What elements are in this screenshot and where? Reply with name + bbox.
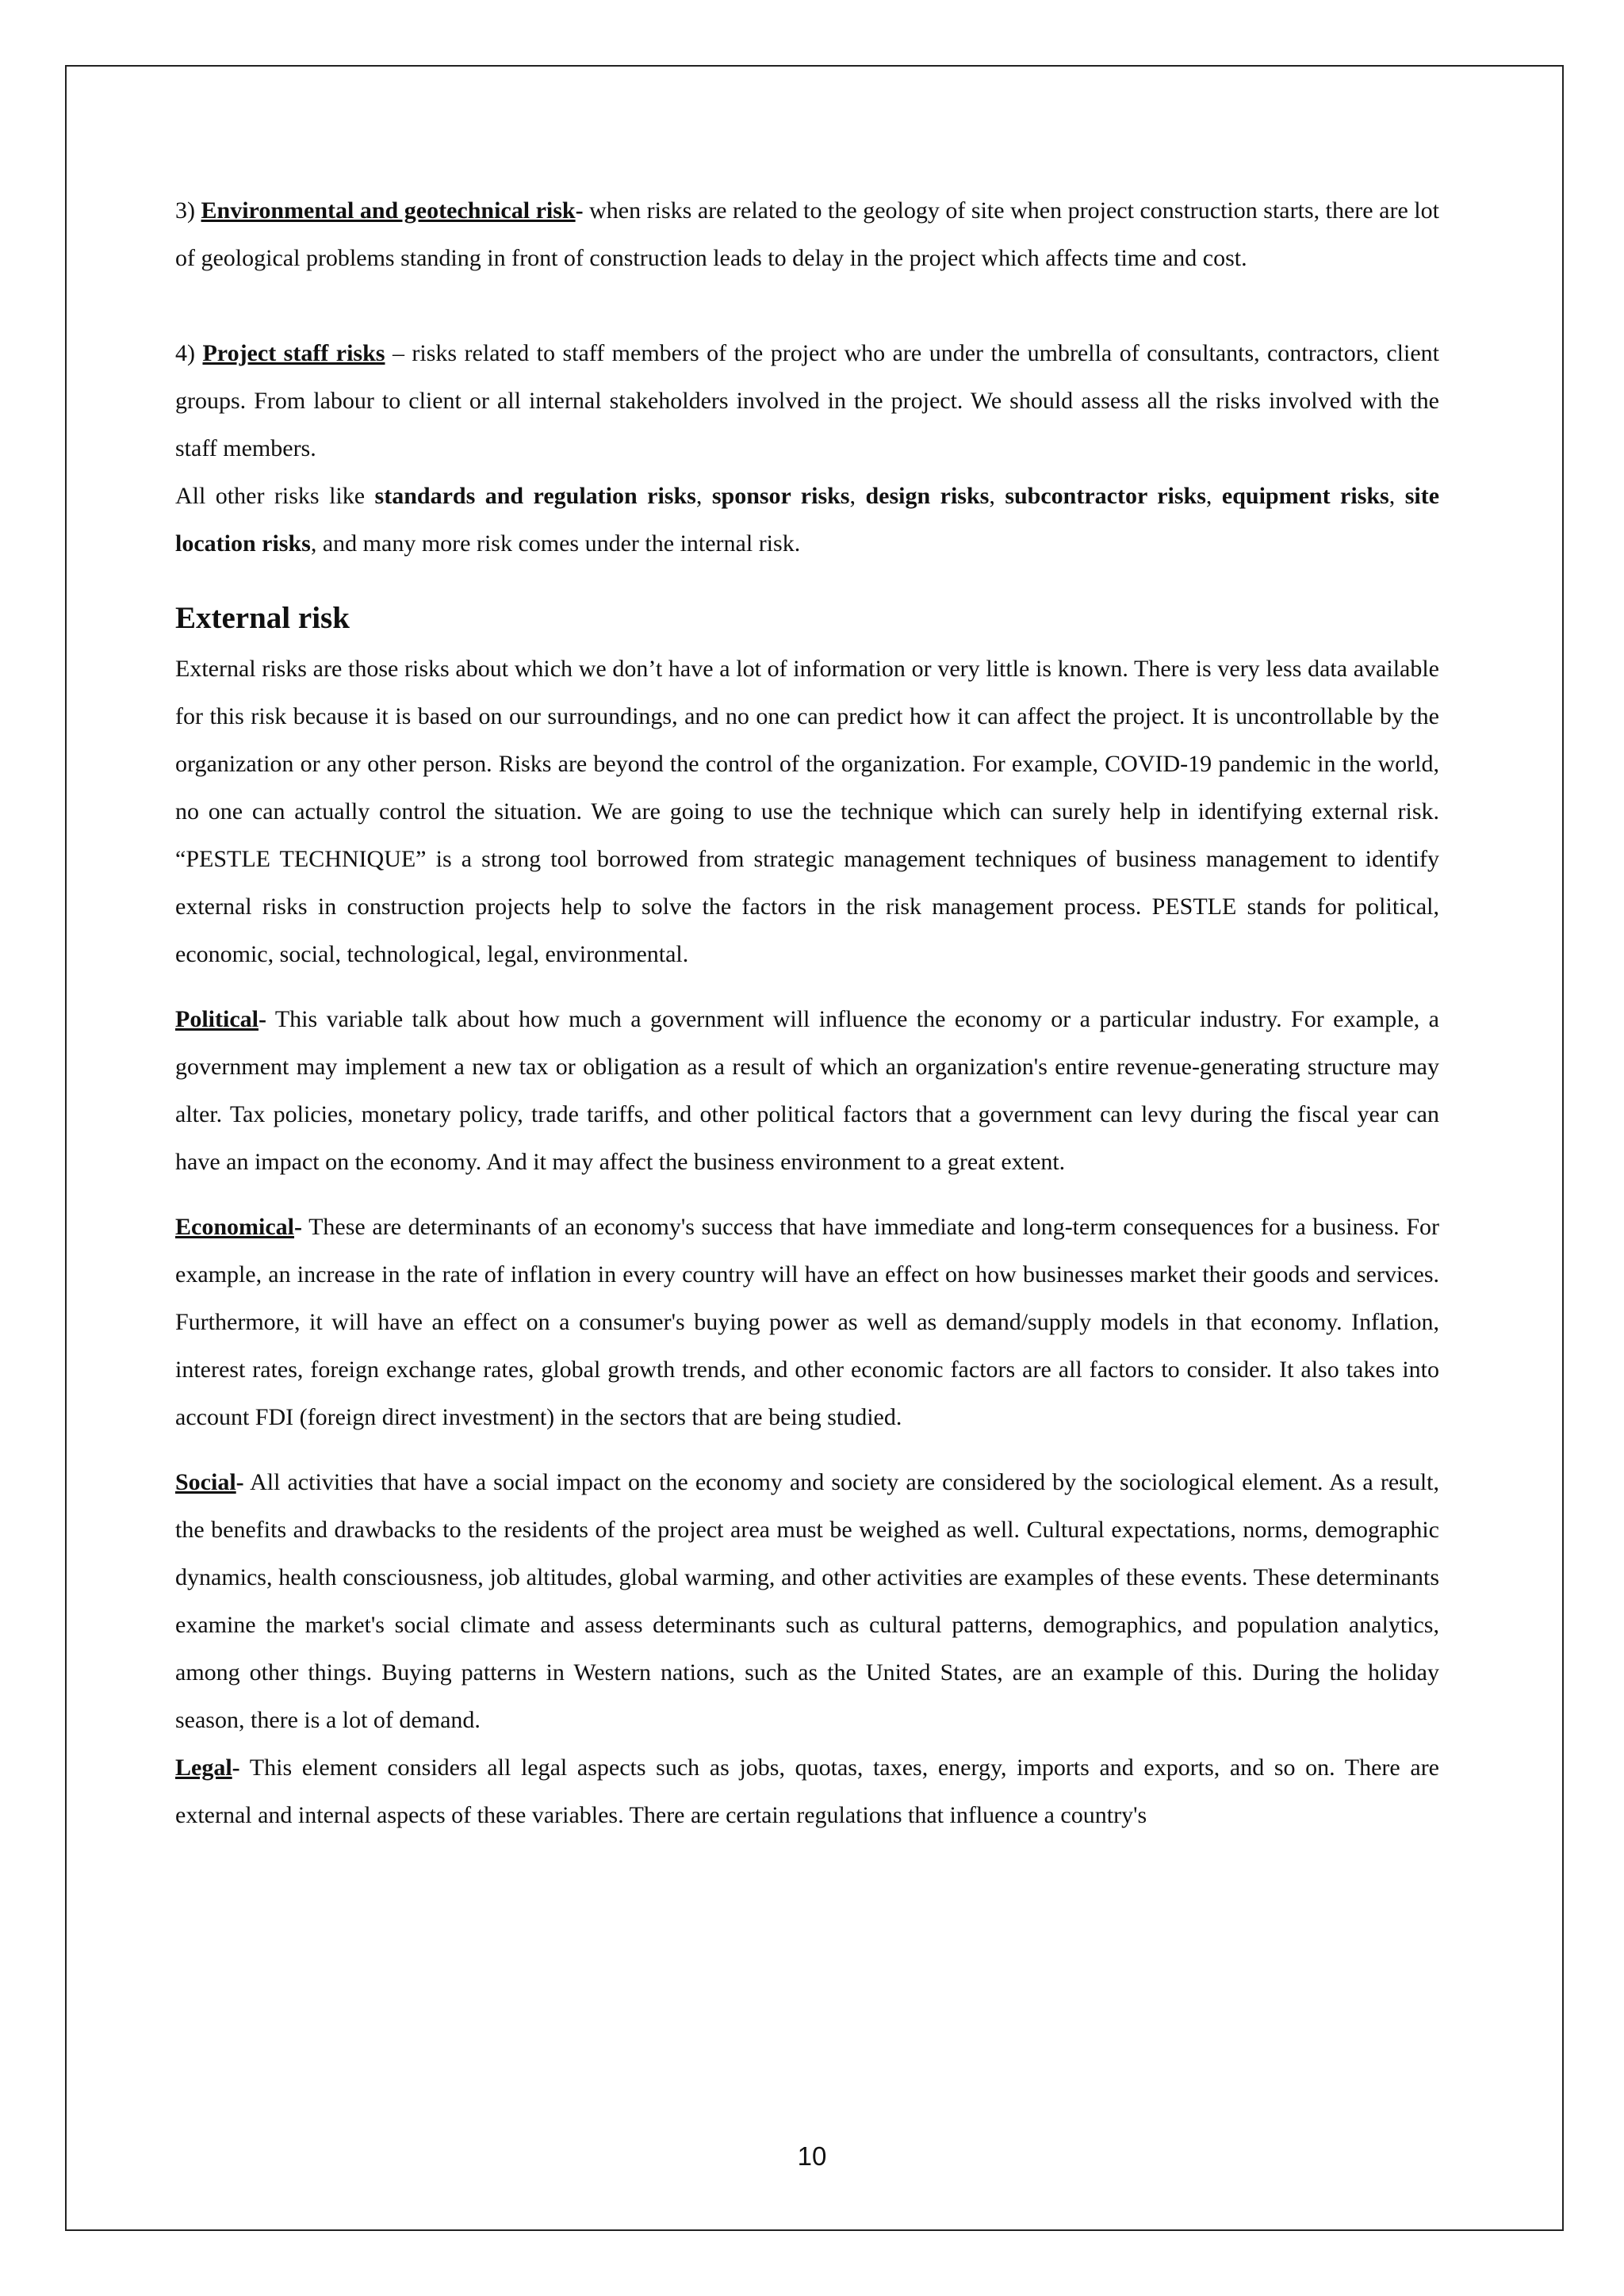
bold-risk-term: design risks (865, 483, 990, 509)
paragraph-external-risk: External risks are those risks about which we don’t have a lot of information or very little is known. There is very less data available for this risk because it is based on our surroundings, and no one can predict how it can affect the project. It is uncontrollable by the organization or any other person. Risks are beyond the control of the organization. For example, COVID-19 pandemic in the world, no one can actually control the situation. We are going to use the technique which can surely help in identifying external risk. “PESTLE TECHNIQUE” is a strong tool borrowed from strategic management techniques of business management to identify external risks in construction projects help to solve the factors in the risk management process. PESTLE stands for political, economic, social, technological, legal, environmental. (175, 656, 1439, 967)
section-heading-external-risk: External risk (175, 601, 350, 635)
separator: , (849, 483, 866, 509)
term-label: Economical (175, 1214, 294, 1240)
term-staff-risk: Project staff risks (202, 340, 385, 366)
separator: , (1205, 483, 1222, 509)
term-dash: - (232, 1755, 240, 1781)
term-legal (175, 1755, 240, 1781)
term-label: Political (175, 1006, 259, 1032)
bold-risk-term: equipment risks (1221, 483, 1389, 509)
page-content (175, 187, 1439, 1839)
paragraph-text: All activities that have a social impact on the economy and society are considered by the sociological element. As a result, the benefits and drawbacks to the residents of the project area must be weighed as well. Cultural expectations, norms, demographic dynamics, health consciousness, job altitudes, global warming, and other activities are examples of these events. These determinants examine the market's social climate and assess determinants such as cultural patterns, demographics, and population analytics, among other things. Buying patterns in Western nations, such as the United States, are an example of this. During the holiday season, there is a lot of demand. (175, 1469, 1439, 1733)
paragraph-text: These are determinants of an economy's success that have immediate and long-term consequences for a business. For example, an increase in the rate of inflation in every country will have an effect on how businesses market their goods and services. Furthermore, it will have an effect on a consumer's buying power as well as demand/supply models in that economy. Inflation, interest rates, foreign exchange rates, global growth trends, and other economic factors are all factors to consider. It also takes into account FDI (foreign direct investment) in the sectors that are being studied. (175, 1214, 1439, 1430)
paragraph-text: when risks are related to the geology of site when project construction starts, there are lot of geological problems standing in front of construction leads to delay in the project which affects time and cost. (175, 197, 1439, 271)
bold-risk-term: subcontractor risks (1005, 483, 1206, 509)
term-economical (175, 1214, 302, 1240)
bold-risk-term: site location risks (175, 483, 1440, 557)
paragraph-economical (175, 1203, 1439, 1441)
term-social (175, 1469, 244, 1495)
term-label: Social (175, 1469, 236, 1495)
paragraph-text: , and many more risk comes under the internal risk. (310, 530, 801, 557)
term-environmental-risk (201, 197, 584, 224)
paragraph-political (175, 996, 1439, 1186)
term-dash: - (236, 1469, 244, 1495)
term-dash: - (258, 1006, 266, 1032)
separator: , (695, 483, 712, 509)
term-dash: - (575, 197, 584, 224)
paragraph-other-internal-risks (175, 473, 1439, 568)
paragraph-text: – risks related to staff members of the project who are under the umbrella of consultants, contractors, client groups. From labour to client or all internal stakeholders involved in the project. We should assess all the risks involved with the staff members. (175, 340, 1440, 461)
paragraph-staff-risk (175, 330, 1439, 473)
separator: , (1388, 483, 1405, 509)
term-political (175, 1006, 266, 1032)
paragraph-text: This element considers all legal aspects such as jobs, quotas, taxes, energy, imports and exports, and so on. There are external and internal aspects of these variables. There are certain regulations that influence a country's (175, 1755, 1439, 1828)
list-number: 3) (175, 197, 201, 224)
term-label: Legal (175, 1755, 232, 1781)
page-number: 10 (797, 2141, 827, 2171)
paragraph-text: This variable talk about how much a government will influence the economy or a particular industry. For example, a government may implement a new tax or obligation as a result of which an organization's entire revenue-generating structure may alter. Tax policies, monetary policy, trade tariffs, and other political factors that a government can levy during the fiscal year can have an impact on the economy. And it may affect the business environment to a great extent. (175, 1006, 1439, 1175)
bold-risk-term: standards and regulation risks (374, 483, 696, 509)
separator: , (989, 483, 1005, 509)
paragraph-social (175, 1459, 1439, 1744)
list-number: 4) (175, 340, 203, 366)
term-dash: - (294, 1214, 302, 1240)
paragraph-legal (175, 1744, 1439, 1839)
bold-risk-term: sponsor risks (711, 483, 850, 509)
term-label: Environmental and geotechnical risk (201, 197, 576, 224)
paragraph-text: All other risks like (175, 483, 375, 509)
paragraph-environmental-risk (175, 187, 1439, 282)
